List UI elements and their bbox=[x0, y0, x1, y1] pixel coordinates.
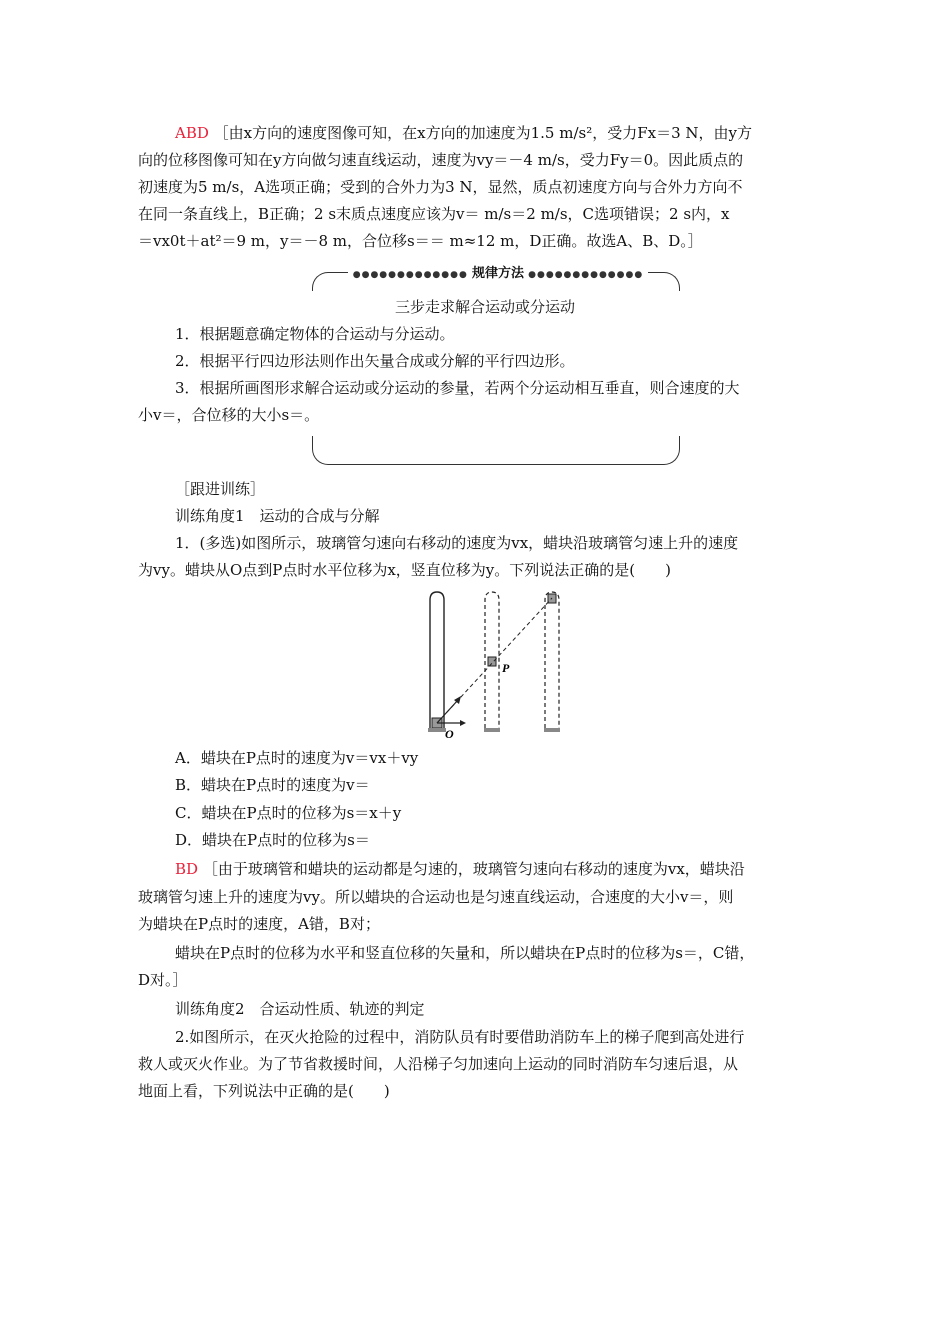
q1-option-b: B．蜡块在P点时的速度为v＝ bbox=[175, 776, 370, 794]
method-step3b: 小v＝，合位移的大小s＝。 bbox=[138, 406, 320, 424]
glass-tube-figure bbox=[420, 588, 570, 740]
answer1-line5: ＝vx0t＋at²＝9 m，y＝－8 m，合位移s＝＝ m≈12 m，D正确。故选A、B、D。］ bbox=[138, 232, 703, 250]
section-heading: ［跟进训练］ bbox=[175, 480, 266, 498]
method-tag: ●●●●●●●●●●●●● 规律方法 ●●●●●●●●●●●●● bbox=[348, 263, 648, 285]
answer2-line2: 玻璃管匀速上升的速度为vy。所以蜡块的合运动也是匀速直线运动，合速度的大小v＝，则 bbox=[138, 888, 734, 906]
q1-option-c: C．蜡块在P点时的位移为s＝x＋y bbox=[175, 804, 402, 822]
answer-label: ABD bbox=[175, 124, 209, 142]
angle2-heading: 训练角度2 合运动性质、轨迹的判定 bbox=[175, 1000, 425, 1018]
fig-label-o: O bbox=[445, 727, 454, 740]
method-step3a: 3．根据所画图形求解合运动或分运动的参量，若两个分运动相互垂直，则合速度的大 bbox=[175, 379, 740, 397]
answer1-line2: 向的位移图像可知在y方向做匀速直线运动，速度为vy＝－4 m/s，受力Fy＝0。因此质点的 bbox=[138, 151, 744, 169]
q1-option-d: D．蜡块在P点时的位移为s＝ bbox=[175, 831, 370, 849]
q1-line2: 为vy。蜡块从O点到P点时水平位移为x，竖直位移为y。下列说法正确的是( ) bbox=[138, 561, 671, 579]
answer2-line3: 为蜡块在P点时的速度，A错，B对； bbox=[138, 915, 380, 933]
answer-label: BD bbox=[175, 860, 199, 878]
q1-line1: 1．(多选)如图所示，玻璃管匀速向右移动的速度为vx，蜡块沿玻璃管匀速上升的速度 bbox=[175, 534, 739, 552]
answer2-line4: 蜡块在P点时的位移为水平和竖直位移的矢量和，所以蜡块在P点时的位移为s＝，C错， bbox=[175, 944, 755, 962]
q1-option-a: A．蜡块在P点时的速度为v＝vx＋vy bbox=[175, 749, 419, 767]
method-title: 三步走求解合运动或分运动 bbox=[395, 298, 576, 316]
method-step2: 2．根据平行四边形法则作出矢量合成或分解的平行四边形。 bbox=[175, 352, 575, 370]
angle1-heading: 训练角度1 运动的合成与分解 bbox=[175, 507, 380, 525]
q2-line2: 救人或灭火作业。为了节省救援时间，人沿梯子匀加速向上运动的同时消防车匀速后退，从 bbox=[138, 1055, 739, 1073]
answer1-line4: 在同一条直线上，B正确；2 s末质点速度应该为v＝ m/s＝2 m/s，C选项错误；2 s内，x bbox=[138, 205, 730, 223]
q2-line3: 地面上看，下列说法中正确的是( ) bbox=[138, 1082, 390, 1100]
fig-label-p: P bbox=[502, 661, 510, 675]
method-box-bottom bbox=[312, 436, 680, 465]
answer1-line1: ABD ［由x方向的速度图像可知，在x方向的加速度为1.5 m/s²，受力Fx＝3 N，由y方 bbox=[175, 124, 752, 142]
answer2-line1: BD ［由于玻璃管和蜡块的运动都是匀速的，玻璃管匀速向右移动的速度为vx，蜡块沿 bbox=[175, 860, 745, 878]
q2-line1: 2.如图所示，在灭火抢险的过程中，消防队员有时要借助消防车上的梯子爬到高处进行 bbox=[175, 1028, 745, 1046]
answer2-line5: D对。］ bbox=[138, 971, 188, 989]
answer1-line3: 初速度为5 m/s，A选项正确；受到的合外力为3 N，显然，质点初速度方向与合外力方向不 bbox=[138, 178, 743, 196]
method-step1: 1．根据题意确定物体的合运动与分运动。 bbox=[175, 325, 455, 343]
